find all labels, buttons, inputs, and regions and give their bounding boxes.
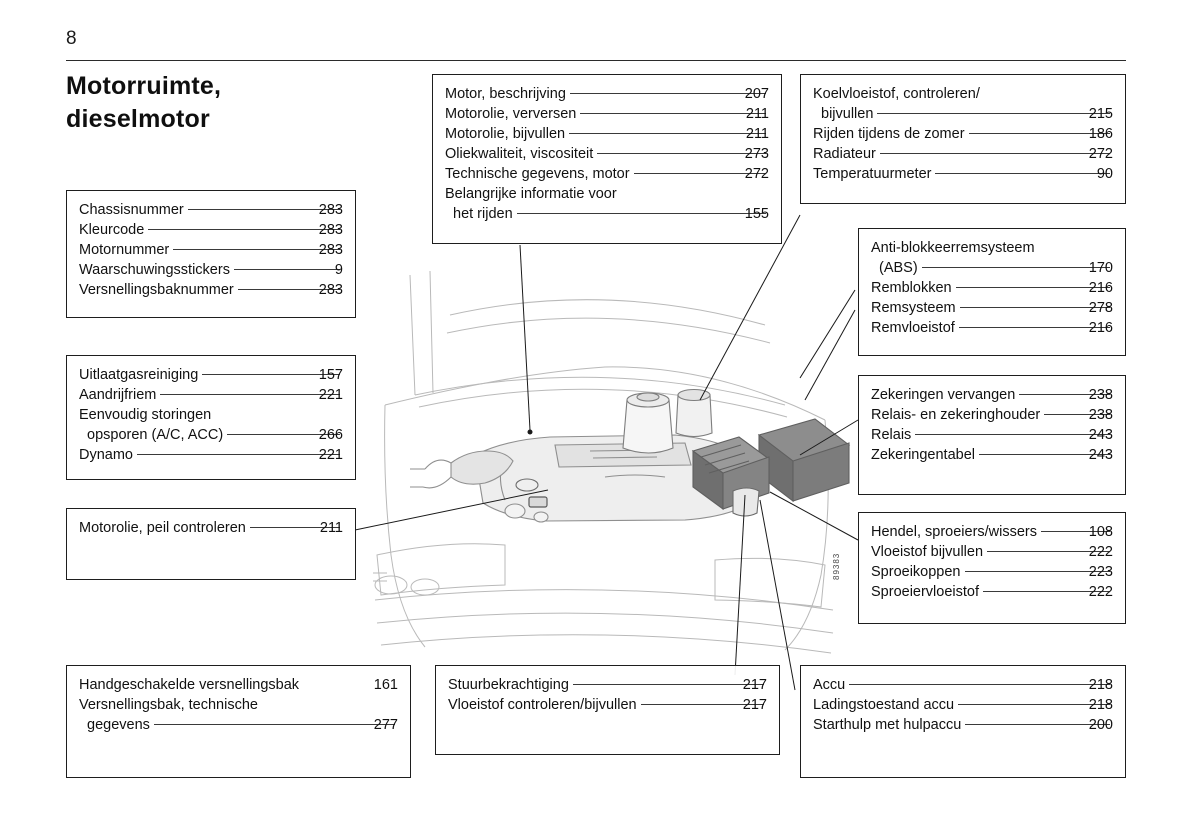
list-item: Remvloeistof 216 (871, 320, 1113, 336)
brakes-box (858, 228, 1126, 356)
list-item: Eenvoudig storingen (79, 407, 212, 423)
emissions-box (66, 355, 356, 480)
wipers-box (858, 512, 1126, 624)
list-item: Uitlaatgasreiniging 157 (79, 367, 343, 383)
list-item: Anti-blokkeerremsysteem (871, 240, 1035, 256)
list-item: Relais- en zekeringhouder 238 (871, 407, 1113, 423)
list-item: Belangrijke informatie voor (445, 186, 617, 202)
list-item: Dynamo 221 (79, 447, 343, 463)
list-item: Chassisnummer 283 (79, 202, 343, 218)
header-divider (66, 60, 1126, 61)
list-item: Motornummer 283 (79, 242, 343, 258)
page-title-line2: dieselmotor (66, 105, 210, 133)
list-item: Relais 243 (871, 427, 1113, 443)
page-number: 8 (66, 28, 77, 49)
list-item: Technische gegevens, motor 272 (445, 166, 769, 182)
figure-code: 89383 (832, 552, 841, 580)
list-item: Remsysteem 278 (871, 300, 1113, 316)
list-item: bijvullen 215 (821, 106, 1113, 122)
list-item: Ladingstoestand accu 218 (813, 697, 1113, 713)
list-item: Hendel, sproeiers/wissers 108 (871, 524, 1113, 540)
coolant-box (800, 74, 1126, 204)
engine-bay-illustration (355, 255, 855, 655)
identification-box (66, 190, 356, 318)
list-item: Remblokken 216 (871, 280, 1113, 296)
list-item: Rijden tijdens de zomer 186 (813, 126, 1113, 142)
list-item: Versnellingsbaknummer 283 (79, 282, 343, 298)
list-item: gegevens 277 (87, 717, 398, 733)
list-item: Aandrijfriem 221 (79, 387, 343, 403)
list-item: Motorolie, peil controleren 211 (79, 520, 343, 536)
list-item: Vloeistof controleren/bijvullen 217 (448, 697, 767, 713)
list-item: Motorolie, verversen 211 (445, 106, 769, 122)
list-item: Kleurcode 283 (79, 222, 343, 238)
list-item: Starthulp met hulpaccu 200 (813, 717, 1113, 733)
list-item: Accu 218 (813, 677, 1113, 693)
list-item: Vloeistof bijvullen 222 (871, 544, 1113, 560)
list-item: Radiateur 272 (813, 146, 1113, 162)
list-item: Versnellingsbak, technische (79, 697, 258, 713)
list-item: het rijden 155 (453, 206, 769, 222)
list-item: Sproeikoppen 223 (871, 564, 1113, 580)
list-item: opsporen (A/C, ACC) 266 (87, 427, 343, 443)
list-item: Zekeringen vervangen 238 (871, 387, 1113, 403)
list-item: Koelvloeistof, controleren/ (813, 86, 980, 102)
gearbox-box (66, 665, 411, 778)
page-title-line1: Motorruimte, (66, 72, 222, 100)
engine-box (432, 74, 782, 244)
page-title (66, 70, 396, 136)
battery-box (800, 665, 1126, 778)
list-item: Oliekwaliteit, viscositeit 273 (445, 146, 769, 162)
fuses-box (858, 375, 1126, 495)
list-item: (ABS) 170 (879, 260, 1113, 276)
list-item: Zekeringentabel 243 (871, 447, 1113, 463)
list-item: Motor, beschrijving 207 (445, 86, 769, 102)
list-item: Temperatuurmeter 90 (813, 166, 1113, 182)
list-item: Motorolie, bijvullen 211 (445, 126, 769, 142)
list-item: Stuurbekrachtiging 217 (448, 677, 767, 693)
list-item: Sproeiervloeistof 222 (871, 584, 1113, 600)
steering-box (435, 665, 780, 755)
oil-level-box (66, 508, 356, 580)
list-item: Waarschuwingsstickers 9 (79, 262, 343, 278)
list-item: Handgeschakelde versnellingsbak 161 (79, 677, 398, 693)
